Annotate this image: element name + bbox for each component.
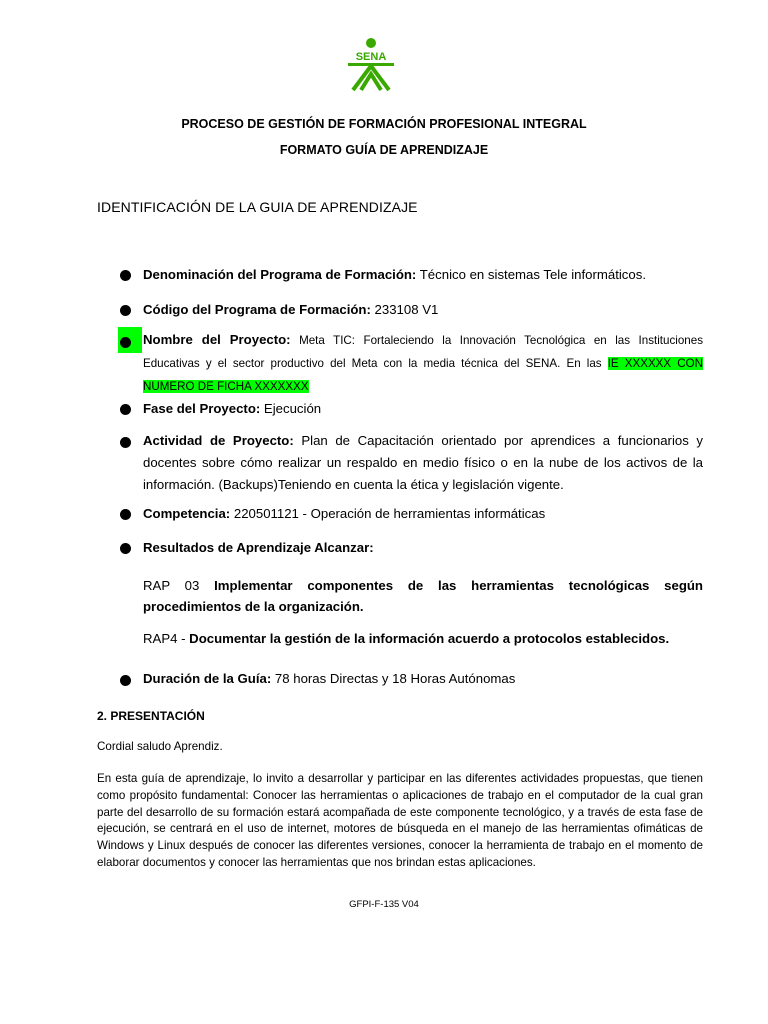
list-item-program-code: Código del Programa de Formación: 233108 V1 [143,302,439,317]
sena-logo [343,36,399,92]
bullet-icon [120,509,131,520]
bullet-icon [120,543,131,554]
list-item-program-name: Denominación del Programa de Formación: Técnico en sistemas Tele informáticos. [143,267,646,282]
bullet-icon [120,437,131,448]
list-item-duration: Duración de la Guía: 78 horas Directas y 18 Horas Autónomas [143,671,516,686]
list-item-project-activity: Actividad de Proyecto: Plan de Capacitación orientado por aprendices a funcionarios y docentes sobre cómo realizar un respaldo en medio físico o en la nube de los activos de la información. (Backups)Teniendo en cuenta la ética y legislación vigente. [143,433,703,492]
section-heading-presentation: 2. PRESENTACIÓN [97,709,205,723]
bullet-icon [120,337,131,348]
rap-item: RAP 03 Implementar componentes de las herramientas tecnológicas según procedimientos de la organización. [143,578,703,614]
bullet-icon [120,675,131,686]
logo-text: SENA [355,51,387,63]
document-title: PROCESO DE GESTIÓN DE FORMACIÓN PROFESIONAL INTEGRAL [181,117,587,131]
rap-item: RAP4 - Documentar la gestión de la información acuerdo a protocolos establecidos. [143,631,670,646]
footer-code: GFPI-F-135 V04 [349,899,419,910]
highlighted-text: IE XXXXXX CON NUMERO DE FICHA XXXXXXX [143,357,704,393]
greeting-text: Cordial saludo Aprendiz. [97,740,223,753]
presentation-paragraph: En esta guía de aprendizaje, lo invito a desarrollar y participar en las diferentes actividades propuestas, que tienen como propósito fundamental: Conocer las herramientas o aplicaciones de trabajo en el computador de la cual gran parte del desarrollo de su formación estará acompañada de este componente tecnológico, y a través de esta fase de ejecución, se centrará en el uso de internet, motores de búsqueda en el manejo de las herramientas ofimáticas de Windows y Linux después de conocer las diferentes versiones, conocer la herramienta de trabajo en el momento de elaborar documentos y conocer las herramientas que nos brindan estas aplicaciones. [97,772,703,869]
list-item-project-name: Nombre del Proyecto: Meta TIC: Fortaleciendo la Innovación Tecnológica en las Instituciones Educativas y el sector productivo del Meta con la media técnica del SENA. En las IE XXXXXX CON NUMERO DE FICHA XXXXXXX [143,332,704,393]
document-subtitle: FORMATO GUÍA DE APRENDIZAJE [279,143,489,157]
bullet-icon [120,305,131,316]
list-item-project-phase: Fase del Proyecto: Ejecución [143,401,322,416]
section-heading-identification: IDENTIFICACIÓN DE LA GUIA DE APRENDIZAJE [97,199,418,215]
bullet-icon [120,270,131,281]
list-item-competency: Competencia: 220501121 - Operación de herramientas informáticas [143,506,546,521]
list-item-learning-results: Resultados de Aprendizaje Alcanzar: [143,540,374,555]
bullet-icon [120,404,131,415]
